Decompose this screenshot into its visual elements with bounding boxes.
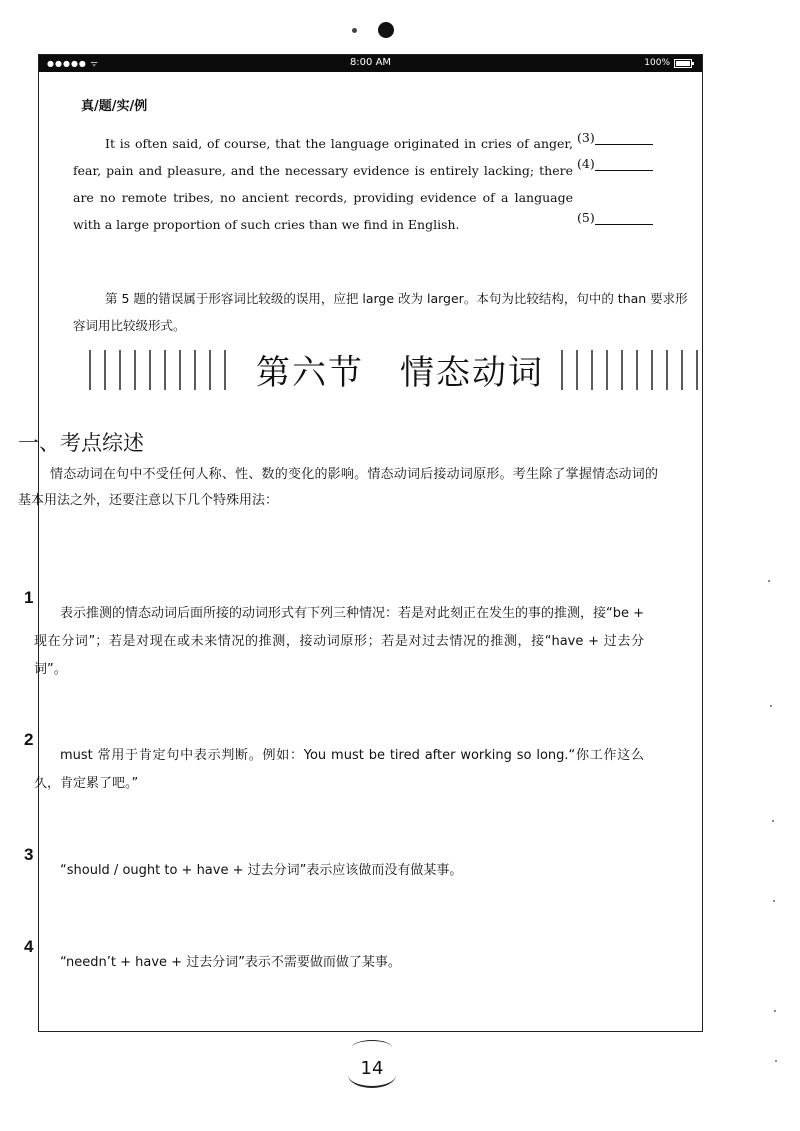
front-camera — [378, 22, 394, 38]
intro — [18, 462, 658, 514]
item-text: 表示推测的情态动词后面所接的动词形式有下列三种情况：若是对此刻正在发生的事的推测，接“be + 现在分词”；若是对现在或未来情况的推测，接动词原形；若是对过去情况的推测，接“have + 过去分词”。 — [34, 606, 645, 677]
status-bar — [39, 55, 702, 72]
decorative-bars-left — [89, 350, 239, 390]
section-title — [0, 345, 800, 395]
answer-blank: (4) — [577, 156, 653, 171]
answer-blank: (3) — [577, 130, 653, 145]
explanation-text: 第 5 题的错误属于形容词比较级的误用，应把 large 改为 larger。本句为比较结构，句中的 than 要求形容词用比较级形式。 — [73, 291, 688, 333]
page-number — [346, 1040, 398, 1090]
page-number-text: 14 — [360, 1058, 384, 1079]
scan-speck — [773, 900, 775, 902]
item-text: “should / ought to + have + 过去分词”表示应该做而没有做某事。 — [60, 863, 463, 878]
item-number: 4 — [24, 937, 34, 956]
answer-blank: (5) — [577, 210, 653, 225]
exam-passage — [73, 130, 573, 238]
heading: 一、考点综述 — [18, 431, 144, 455]
item-number: 3 — [24, 845, 34, 864]
scan-speck — [775, 1060, 777, 1062]
page-number-ornament — [352, 1040, 392, 1055]
battery-percent: 100% — [644, 58, 670, 68]
signal-icon: ●●●●● ᯤ — [47, 59, 99, 68]
passage-text: It is often said, of course, that the language originated in cries of anger, fear, pain and pleasure, and the necessary evidence is entirely lacking; there are no remote tribes, no ancient records, providing evidence of a language with a large proportion of such cries than we find in English. — [73, 136, 573, 232]
battery-indicator — [644, 58, 692, 68]
section-title-text: 第六节 情态动词 — [256, 353, 544, 393]
item-number: 2 — [24, 730, 34, 749]
camera-sensor — [352, 28, 357, 33]
battery-icon — [674, 59, 692, 68]
status-time: 8:00 AM — [349, 57, 392, 68]
section-label: 真/题/实/例 — [81, 99, 148, 114]
item-number: 1 — [24, 588, 34, 607]
scan-speck — [768, 580, 770, 582]
scan-speck — [772, 820, 774, 822]
item-text: “needn’t + have + 过去分词”表示不需要做而做了某事。 — [60, 955, 401, 970]
scan-speck — [774, 1010, 776, 1012]
explanation — [73, 285, 693, 339]
scan-speck — [770, 705, 772, 707]
item-text: must 常用于肯定句中表示判断。例如：You must be tired after working so long.“你工作这么久，肯定累了吧。” — [34, 748, 644, 791]
reader-screen — [38, 54, 703, 1032]
decorative-bars-right — [561, 350, 711, 390]
intro-text: 情态动词在句中不受任何人称、性、数的变化的影响。情态动词后接动词原形。考生除了掌握情态动词的基本用法之外，还要注意以下几个特殊用法： — [18, 467, 658, 508]
